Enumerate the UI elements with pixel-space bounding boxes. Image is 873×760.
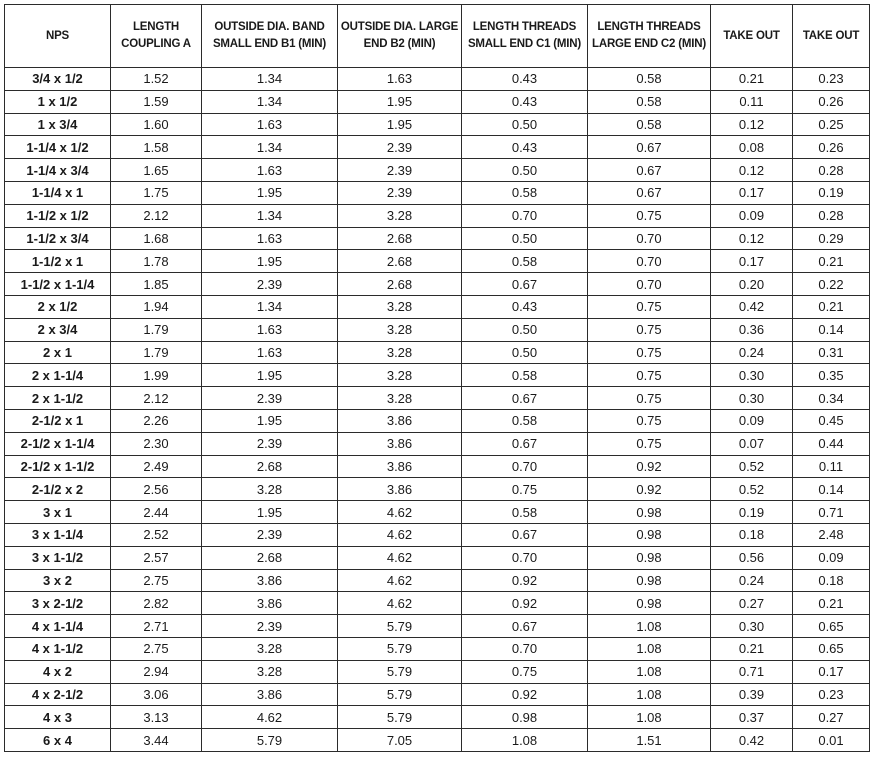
cell-b1: 1.95: [202, 181, 338, 204]
cell-b2: 3.28: [338, 204, 462, 227]
cell-b1: 2.39: [202, 615, 338, 638]
cell-length-coupling-a: 1.79: [111, 341, 202, 364]
cell-b1: 1.34: [202, 90, 338, 113]
cell-b2: 3.28: [338, 364, 462, 387]
cell-nps: 1-1/2 x 1/2: [5, 204, 111, 227]
cell-take-out-2: 0.26: [793, 90, 870, 113]
table-row: [5, 227, 870, 250]
cell-c2: 0.75: [588, 364, 711, 387]
cell-length-coupling-a: 2.82: [111, 592, 202, 615]
cell-b2: 3.28: [338, 387, 462, 410]
cell-take-out-2: 0.44: [793, 432, 870, 455]
cell-c2: 0.75: [588, 387, 711, 410]
header-line: NPS: [45, 29, 70, 42]
header-length-threads-small-end-c1: [462, 5, 588, 68]
cell-nps: 1-1/2 x 1: [5, 250, 111, 273]
cell-b1: 4.62: [202, 706, 338, 729]
table-row: [5, 478, 870, 501]
cell-take-out-2: 0.23: [793, 683, 870, 706]
cell-take-out-2: 0.35: [793, 364, 870, 387]
cell-length-coupling-a: 1.59: [111, 90, 202, 113]
cell-nps: 1-1/4 x 3/4: [5, 159, 111, 182]
cell-c1: 0.92: [462, 569, 588, 592]
cell-nps: 4 x 3: [5, 706, 111, 729]
cell-length-coupling-a: 1.60: [111, 113, 202, 136]
cell-nps: 6 x 4: [5, 729, 111, 752]
cell-take-out-2: 2.48: [793, 523, 870, 546]
table-row: [5, 729, 870, 752]
table-row: [5, 136, 870, 159]
cell-length-coupling-a: 2.71: [111, 615, 202, 638]
cell-take-out-1: 0.20: [711, 273, 793, 296]
cell-length-coupling-a: 1.94: [111, 295, 202, 318]
table-row: [5, 341, 870, 364]
cell-take-out-1: 0.21: [711, 637, 793, 660]
cell-c1: 0.67: [462, 387, 588, 410]
cell-nps: 2 x 1-1/2: [5, 387, 111, 410]
cell-take-out-1: 0.19: [711, 501, 793, 524]
cell-b2: 1.95: [338, 113, 462, 136]
cell-c1: 0.92: [462, 683, 588, 706]
cell-c1: 0.58: [462, 501, 588, 524]
cell-b2: 5.79: [338, 615, 462, 638]
cell-c2: 0.67: [588, 181, 711, 204]
cell-take-out-1: 0.09: [711, 204, 793, 227]
cell-c1: 0.58: [462, 409, 588, 432]
cell-take-out-2: 0.71: [793, 501, 870, 524]
table-row: [5, 592, 870, 615]
cell-b1: 1.34: [202, 136, 338, 159]
fitting-dimensions-table-container: [4, 4, 870, 752]
cell-take-out-2: 0.01: [793, 729, 870, 752]
cell-b2: 4.62: [338, 546, 462, 569]
cell-b1: 5.79: [202, 729, 338, 752]
cell-c1: 0.58: [462, 364, 588, 387]
cell-b2: 3.28: [338, 318, 462, 341]
table-row: [5, 318, 870, 341]
cell-c2: 1.08: [588, 615, 711, 638]
cell-c2: 0.75: [588, 318, 711, 341]
cell-b2: 2.39: [338, 159, 462, 182]
table-row: [5, 68, 870, 91]
table-row: [5, 683, 870, 706]
cell-b2: 4.62: [338, 523, 462, 546]
header-line: SMALL END C1 (MIN): [467, 38, 582, 50]
header-row: [5, 5, 870, 68]
cell-b2: 3.86: [338, 478, 462, 501]
cell-c2: 0.92: [588, 478, 711, 501]
cell-c2: 0.75: [588, 409, 711, 432]
cell-take-out-1: 0.17: [711, 181, 793, 204]
cell-c1: 1.08: [462, 729, 588, 752]
cell-c2: 0.70: [588, 250, 711, 273]
cell-b1: 1.63: [202, 341, 338, 364]
cell-nps: 2-1/2 x 1: [5, 409, 111, 432]
cell-b2: 3.86: [338, 409, 462, 432]
table-row: [5, 706, 870, 729]
cell-nps: 4 x 1-1/4: [5, 615, 111, 638]
cell-b1: 1.34: [202, 295, 338, 318]
cell-nps: 2 x 3/4: [5, 318, 111, 341]
cell-take-out-1: 0.21: [711, 68, 793, 91]
cell-length-coupling-a: 2.12: [111, 204, 202, 227]
header-line: LENGTH THREADS: [597, 21, 701, 33]
header-line: LARGE END C2 (MIN): [592, 38, 706, 50]
cell-c1: 0.70: [462, 455, 588, 478]
header-take-out-1: [711, 5, 793, 68]
cell-take-out-1: 0.12: [711, 227, 793, 250]
cell-nps: 4 x 2-1/2: [5, 683, 111, 706]
cell-take-out-1: 0.56: [711, 546, 793, 569]
cell-take-out-2: 0.21: [793, 592, 870, 615]
cell-b1: 1.34: [202, 68, 338, 91]
cell-nps: 3/4 x 1/2: [5, 68, 111, 91]
cell-b2: 2.68: [338, 227, 462, 250]
cell-take-out-1: 0.18: [711, 523, 793, 546]
cell-c1: 0.43: [462, 90, 588, 113]
cell-length-coupling-a: 1.52: [111, 68, 202, 91]
header-line: SMALL END B1 (MIN): [212, 38, 327, 50]
cell-c1: 0.92: [462, 592, 588, 615]
cell-b2: 3.28: [338, 341, 462, 364]
cell-take-out-1: 0.37: [711, 706, 793, 729]
cell-c1: 0.43: [462, 136, 588, 159]
cell-take-out-2: 0.18: [793, 569, 870, 592]
cell-take-out-1: 0.24: [711, 341, 793, 364]
cell-nps: 2 x 1/2: [5, 295, 111, 318]
header-outside-dia-large-end-b2: [338, 5, 462, 68]
table-row: [5, 660, 870, 683]
cell-length-coupling-a: 2.94: [111, 660, 202, 683]
cell-take-out-1: 0.24: [711, 569, 793, 592]
cell-take-out-1: 0.42: [711, 729, 793, 752]
cell-c2: 0.67: [588, 159, 711, 182]
cell-nps: 3 x 1: [5, 501, 111, 524]
cell-nps: 1-1/4 x 1: [5, 181, 111, 204]
cell-take-out-2: 0.45: [793, 409, 870, 432]
cell-c1: 0.75: [462, 478, 588, 501]
cell-length-coupling-a: 3.13: [111, 706, 202, 729]
cell-nps: 3 x 1-1/4: [5, 523, 111, 546]
cell-take-out-2: 0.65: [793, 637, 870, 660]
cell-nps: 4 x 2: [5, 660, 111, 683]
cell-b1: 2.39: [202, 432, 338, 455]
table-row: [5, 364, 870, 387]
cell-length-coupling-a: 2.56: [111, 478, 202, 501]
cell-b2: 1.95: [338, 90, 462, 113]
cell-b1: 1.63: [202, 113, 338, 136]
cell-take-out-1: 0.52: [711, 478, 793, 501]
cell-b1: 3.86: [202, 683, 338, 706]
table-row: [5, 637, 870, 660]
cell-b2: 5.79: [338, 706, 462, 729]
cell-c2: 0.75: [588, 432, 711, 455]
cell-take-out-1: 0.52: [711, 455, 793, 478]
cell-c1: 0.67: [462, 523, 588, 546]
cell-b2: 4.62: [338, 501, 462, 524]
header-take-out-2: [793, 5, 870, 68]
cell-c2: 0.98: [588, 501, 711, 524]
cell-c1: 0.70: [462, 546, 588, 569]
cell-c2: 0.92: [588, 455, 711, 478]
cell-nps: 2 x 1-1/4: [5, 364, 111, 387]
cell-c2: 0.75: [588, 341, 711, 364]
cell-b1: 1.95: [202, 501, 338, 524]
header-length-threads-large-end-c2: [588, 5, 711, 68]
cell-b2: 3.86: [338, 432, 462, 455]
cell-c2: 0.98: [588, 569, 711, 592]
cell-b2: 2.39: [338, 181, 462, 204]
cell-take-out-2: 0.22: [793, 273, 870, 296]
header-line: TAKE OUT: [802, 29, 860, 42]
cell-take-out-2: 0.29: [793, 227, 870, 250]
cell-length-coupling-a: 2.30: [111, 432, 202, 455]
cell-b1: 2.68: [202, 455, 338, 478]
cell-b1: 1.34: [202, 204, 338, 227]
cell-take-out-1: 0.30: [711, 387, 793, 410]
cell-c2: 1.08: [588, 637, 711, 660]
cell-take-out-1: 0.07: [711, 432, 793, 455]
header-outside-dia-band-small-end-b1: [202, 5, 338, 68]
cell-take-out-2: 0.11: [793, 455, 870, 478]
cell-c1: 0.70: [462, 204, 588, 227]
cell-take-out-2: 0.34: [793, 387, 870, 410]
cell-c2: 0.98: [588, 592, 711, 615]
cell-b1: 3.86: [202, 569, 338, 592]
cell-length-coupling-a: 1.79: [111, 318, 202, 341]
cell-take-out-1: 0.42: [711, 295, 793, 318]
cell-take-out-2: 0.28: [793, 204, 870, 227]
cell-c1: 0.50: [462, 159, 588, 182]
cell-b2: 4.62: [338, 569, 462, 592]
cell-nps: 2-1/2 x 1-1/4: [5, 432, 111, 455]
cell-b1: 1.95: [202, 409, 338, 432]
cell-c1: 0.98: [462, 706, 588, 729]
cell-nps: 1 x 1/2: [5, 90, 111, 113]
cell-c1: 0.67: [462, 273, 588, 296]
cell-nps: 1-1/2 x 1-1/4: [5, 273, 111, 296]
cell-take-out-2: 0.27: [793, 706, 870, 729]
cell-take-out-1: 0.11: [711, 90, 793, 113]
table-row: [5, 295, 870, 318]
cell-take-out-1: 0.30: [711, 364, 793, 387]
cell-c1: 0.50: [462, 227, 588, 250]
table-row: [5, 501, 870, 524]
cell-c1: 0.75: [462, 660, 588, 683]
cell-b1: 3.28: [202, 478, 338, 501]
cell-b2: 3.86: [338, 455, 462, 478]
table-row: [5, 432, 870, 455]
cell-b2: 3.28: [338, 295, 462, 318]
cell-b1: 3.86: [202, 592, 338, 615]
cell-nps: 3 x 1-1/2: [5, 546, 111, 569]
cell-length-coupling-a: 2.26: [111, 409, 202, 432]
cell-length-coupling-a: 1.75: [111, 181, 202, 204]
table-row: [5, 409, 870, 432]
cell-take-out-2: 0.21: [793, 295, 870, 318]
cell-c1: 0.43: [462, 295, 588, 318]
table-row: [5, 159, 870, 182]
cell-b2: 5.79: [338, 683, 462, 706]
cell-nps: 2 x 1: [5, 341, 111, 364]
cell-c2: 0.58: [588, 68, 711, 91]
cell-b2: 2.68: [338, 250, 462, 273]
cell-c1: 0.43: [462, 68, 588, 91]
cell-length-coupling-a: 1.58: [111, 136, 202, 159]
cell-c1: 0.50: [462, 318, 588, 341]
cell-length-coupling-a: 2.52: [111, 523, 202, 546]
cell-b1: 2.68: [202, 546, 338, 569]
cell-c2: 1.08: [588, 706, 711, 729]
cell-c1: 0.67: [462, 615, 588, 638]
cell-c2: 1.51: [588, 729, 711, 752]
cell-b1: 2.39: [202, 273, 338, 296]
cell-c1: 0.50: [462, 341, 588, 364]
cell-c2: 0.67: [588, 136, 711, 159]
cell-b2: 1.63: [338, 68, 462, 91]
cell-nps: 3 x 2: [5, 569, 111, 592]
fitting-dimensions-table: [4, 4, 870, 752]
cell-take-out-2: 0.28: [793, 159, 870, 182]
table-row: [5, 455, 870, 478]
cell-length-coupling-a: 3.44: [111, 729, 202, 752]
cell-length-coupling-a: 3.06: [111, 683, 202, 706]
cell-c2: 0.58: [588, 113, 711, 136]
cell-take-out-2: 0.21: [793, 250, 870, 273]
cell-c1: 0.70: [462, 637, 588, 660]
cell-length-coupling-a: 2.12: [111, 387, 202, 410]
cell-b1: 1.63: [202, 159, 338, 182]
cell-nps: 2-1/2 x 2: [5, 478, 111, 501]
cell-length-coupling-a: 2.75: [111, 637, 202, 660]
cell-take-out-2: 0.09: [793, 546, 870, 569]
cell-b2: 2.68: [338, 273, 462, 296]
cell-b1: 1.63: [202, 227, 338, 250]
cell-take-out-1: 0.30: [711, 615, 793, 638]
table-row: [5, 523, 870, 546]
cell-length-coupling-a: 1.65: [111, 159, 202, 182]
cell-c2: 0.70: [588, 273, 711, 296]
table-row: [5, 204, 870, 227]
cell-c1: 0.58: [462, 181, 588, 204]
cell-c1: 0.50: [462, 113, 588, 136]
header-line: OUTSIDE DIA. LARGE: [340, 21, 459, 33]
table-row: [5, 113, 870, 136]
cell-nps: 4 x 1-1/2: [5, 637, 111, 660]
header-line: COUPLING A: [121, 38, 191, 50]
cell-take-out-2: 0.25: [793, 113, 870, 136]
cell-take-out-2: 0.17: [793, 660, 870, 683]
cell-length-coupling-a: 2.49: [111, 455, 202, 478]
table-row: [5, 546, 870, 569]
table-row: [5, 569, 870, 592]
cell-take-out-1: 0.36: [711, 318, 793, 341]
header-line: LENGTH: [132, 21, 180, 33]
cell-take-out-1: 0.12: [711, 113, 793, 136]
cell-b2: 5.79: [338, 660, 462, 683]
cell-b1: 2.39: [202, 387, 338, 410]
header-nps: [5, 5, 111, 68]
cell-c2: 0.70: [588, 227, 711, 250]
cell-length-coupling-a: 2.75: [111, 569, 202, 592]
table-row: [5, 615, 870, 638]
cell-length-coupling-a: 1.99: [111, 364, 202, 387]
cell-nps: 1 x 3/4: [5, 113, 111, 136]
cell-take-out-1: 0.71: [711, 660, 793, 683]
cell-take-out-2: 0.14: [793, 318, 870, 341]
cell-b2: 4.62: [338, 592, 462, 615]
cell-length-coupling-a: 1.85: [111, 273, 202, 296]
cell-b1: 1.95: [202, 364, 338, 387]
table-row: [5, 273, 870, 296]
header-line: LENGTH THREADS: [472, 21, 577, 33]
cell-b2: 7.05: [338, 729, 462, 752]
cell-take-out-1: 0.17: [711, 250, 793, 273]
cell-b1: 3.28: [202, 660, 338, 683]
cell-take-out-1: 0.39: [711, 683, 793, 706]
table-row: [5, 181, 870, 204]
header-line: END B2 (MIN): [363, 38, 436, 50]
cell-c1: 0.58: [462, 250, 588, 273]
table-body: [5, 68, 870, 752]
cell-b1: 1.63: [202, 318, 338, 341]
cell-take-out-2: 0.19: [793, 181, 870, 204]
cell-c2: 0.75: [588, 204, 711, 227]
cell-nps: 1-1/4 x 1/2: [5, 136, 111, 159]
cell-c2: 1.08: [588, 683, 711, 706]
cell-take-out-2: 0.14: [793, 478, 870, 501]
cell-take-out-2: 0.65: [793, 615, 870, 638]
header-line: TAKE OUT: [723, 29, 780, 42]
cell-take-out-1: 0.27: [711, 592, 793, 615]
table-row: [5, 387, 870, 410]
cell-length-coupling-a: 1.78: [111, 250, 202, 273]
header-length-coupling-a: [111, 5, 202, 68]
table-row: [5, 90, 870, 113]
cell-b1: 2.39: [202, 523, 338, 546]
cell-length-coupling-a: 2.57: [111, 546, 202, 569]
cell-c2: 0.98: [588, 546, 711, 569]
cell-take-out-2: 0.26: [793, 136, 870, 159]
table-row: [5, 250, 870, 273]
cell-nps: 3 x 2-1/2: [5, 592, 111, 615]
cell-take-out-1: 0.08: [711, 136, 793, 159]
cell-take-out-2: 0.23: [793, 68, 870, 91]
cell-b2: 5.79: [338, 637, 462, 660]
header-line: OUTSIDE DIA. BAND: [214, 21, 325, 33]
cell-c2: 1.08: [588, 660, 711, 683]
cell-nps: 1-1/2 x 3/4: [5, 227, 111, 250]
cell-length-coupling-a: 1.68: [111, 227, 202, 250]
cell-b1: 1.95: [202, 250, 338, 273]
cell-take-out-1: 0.09: [711, 409, 793, 432]
cell-b1: 3.28: [202, 637, 338, 660]
cell-c2: 0.98: [588, 523, 711, 546]
cell-b2: 2.39: [338, 136, 462, 159]
cell-length-coupling-a: 2.44: [111, 501, 202, 524]
cell-c2: 0.75: [588, 295, 711, 318]
cell-c1: 0.67: [462, 432, 588, 455]
cell-nps: 2-1/2 x 1-1/2: [5, 455, 111, 478]
cell-take-out-1: 0.12: [711, 159, 793, 182]
cell-take-out-2: 0.31: [793, 341, 870, 364]
cell-c2: 0.58: [588, 90, 711, 113]
